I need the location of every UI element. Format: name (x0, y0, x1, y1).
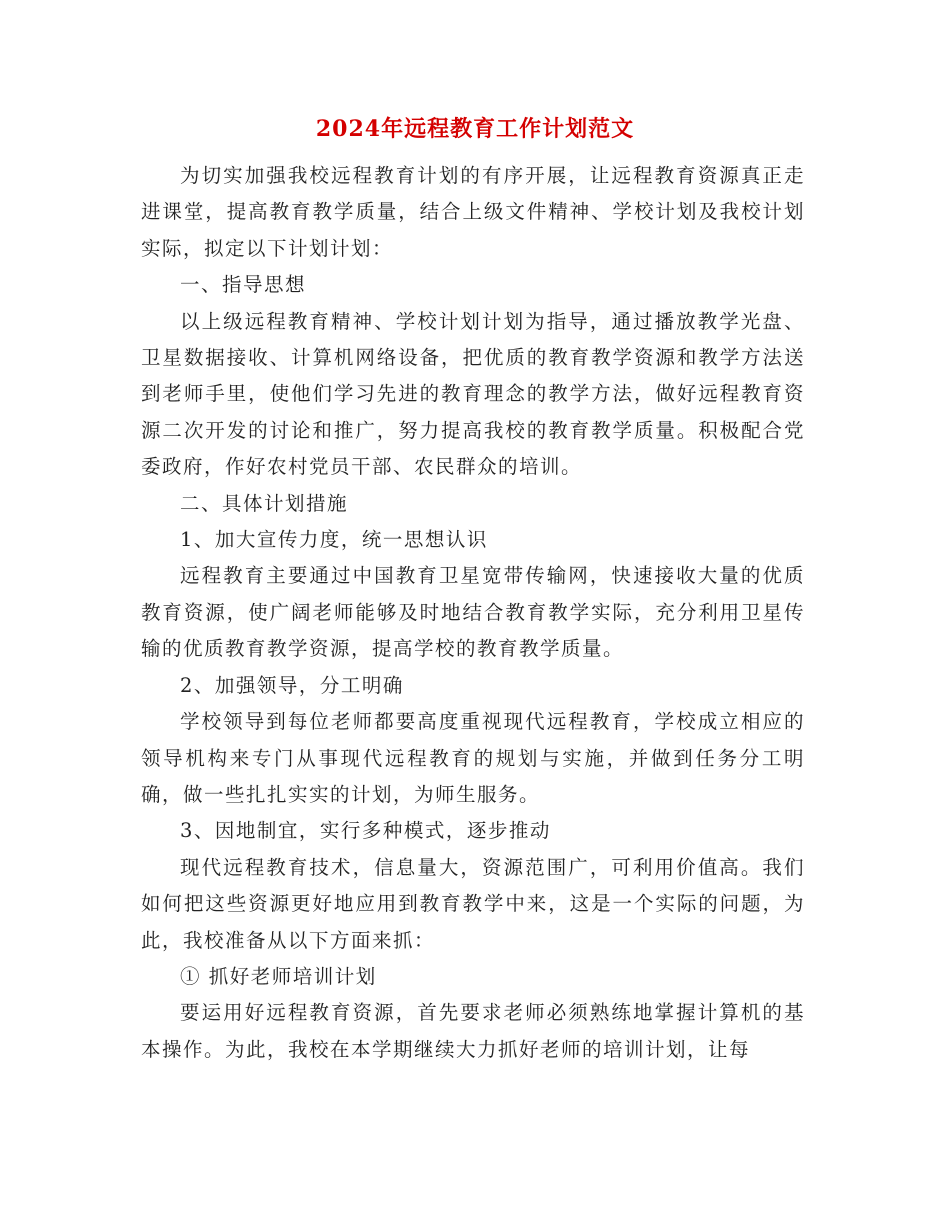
document-title: 2024年远程教育工作计划范文 (315, 116, 635, 142)
paragraph-intro: 为切实加强我校远程教育计划的有序开展，让远程教育资源真正走进课堂，提高教育教学质量，结合上级文件精神、学校计划及我校计划实际，拟定以下计划计划： (141, 164, 805, 260)
section-heading-specific-measures: 二、具体计划措施 (180, 491, 349, 515)
document-body (141, 158, 805, 1068)
subheading-publicity: 1、加大宣传力度，统一思想认识 (180, 528, 488, 552)
paragraph-teacher-training: 要运用好远程教育资源，首先要求老师必须熟练地掌握计算机的基本操作。为此，我校在本学期继续大力抓好老师的培训计划，让每 (141, 1001, 805, 1061)
list-item-teacher-training: ① 抓好老师培训计划 (180, 964, 377, 988)
paragraph-local-conditions: 现代远程教育技术，信息量大，资源范围广，可利用价值高。我们如何把这些资源更好地应用到教育教学中来，这是一个实际的问题，为此，我校准备从以下方面来抓： (141, 855, 805, 952)
paragraph-publicity: 远程教育主要通过中国教育卫星宽带传输网，快速接收大量的优质教育资源，使广阔老师能够及时地结合教育教学实际，充分利用卫星传输的优质教育教学资源，提高学校的教育教学质量。 (141, 564, 805, 661)
subheading-leadership: 2、加强领导，分工明确 (180, 673, 404, 697)
paragraph-leadership: 学校领导到每位老师都要高度重视现代远程教育，学校成立相应的领导机构来专门从事现代远程教育的规划与实施，并做到任务分工明确，做一些扎扎实实的计划，为师生服务。 (141, 710, 805, 806)
paragraph-guiding-ideology: 以上级远程教育精神、学校计划计划为指导，通过播放教学光盘、卫星数据接收、计算机网络设备，把优质的教育教学资源和教学方法送到老师手里，使他们学习先进的教育理念的教学方法，做好远程教育资源二次开发的讨论和推广，努力提高我校的教育教学质量。积极配合党委政府，作好农村党员干部、农民群众的培训。 (141, 309, 805, 479)
section-heading-guiding-ideology: 一、指导思想 (180, 273, 307, 297)
subheading-local-conditions: 3、因地制宜，实行多种模式，逐步推动 (180, 819, 551, 843)
